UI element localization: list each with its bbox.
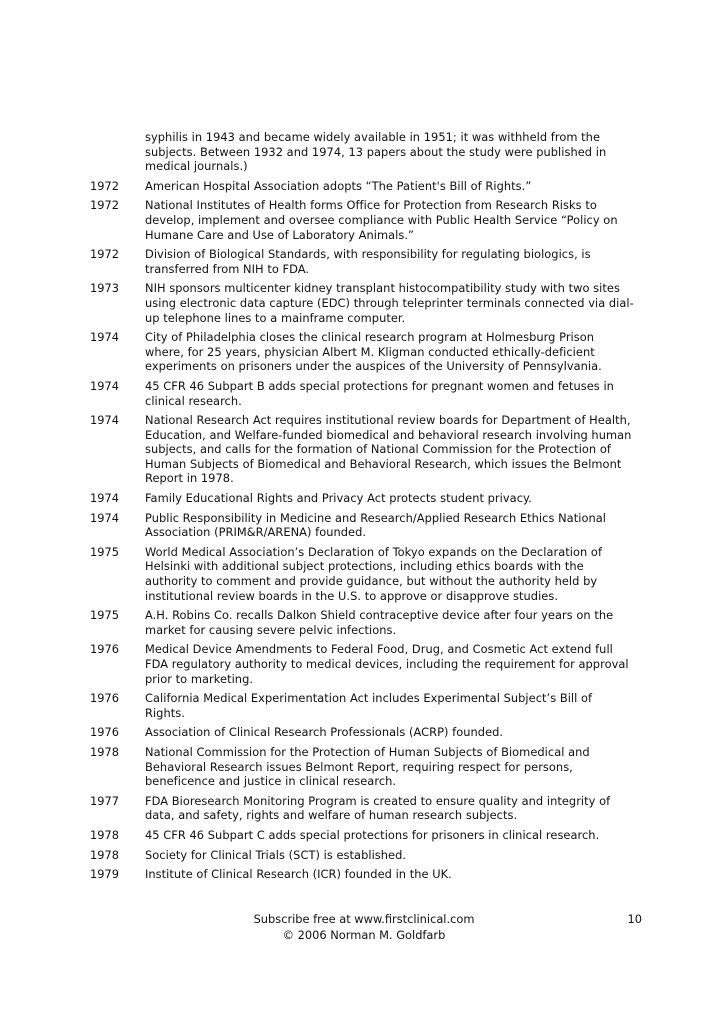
- timeline-entry: [90, 198, 635, 242]
- timeline-year: 1973: [90, 281, 119, 296]
- timeline-entry: [90, 794, 635, 823]
- timeline-entry: [90, 828, 635, 843]
- timeline-year: 1978: [90, 827, 119, 842]
- timeline-entry: [90, 179, 635, 194]
- timeline-entry: [90, 511, 635, 540]
- timeline-text: Division of Biological Standards, with responsibility for regulating biologics, is transferred from NIH to FDA.: [145, 247, 591, 276]
- timeline-year: 1979: [90, 867, 119, 882]
- timeline-text: FDA Bioresearch Monitoring Program is created to ensure quality and integrity of data, and safety, rights and welfare of human research subjects.: [145, 793, 611, 823]
- timeline-text: Society for Clinical Trials (SCT) is established.: [145, 847, 407, 862]
- timeline-year: 1974: [90, 491, 119, 506]
- timeline-year: 1975: [90, 608, 119, 623]
- timeline-year: 1975: [90, 544, 119, 559]
- timeline-entry: [90, 642, 635, 686]
- timeline-text: National Research Act requires institutional review boards for Department of Health, Education, and Welfare-funded biomedical and behavioral research involving human subjects, and calls for the formation of National Commission for the Protection of Human Subjects of Biomedical and Behavioral Research, which issues the Belmont Report in 1978.: [145, 413, 632, 486]
- timeline-text: 45 CFR 46 Subpart C adds special protections for prisoners in clinical research.: [145, 827, 600, 842]
- timeline-entry: [90, 691, 635, 720]
- timeline-year: 1974: [90, 378, 119, 393]
- timeline-entry: [90, 745, 635, 789]
- timeline-continuation: [90, 130, 635, 174]
- timeline-entry: [90, 330, 635, 374]
- timeline-year: 1976: [90, 691, 119, 706]
- timeline-year: 1972: [90, 178, 119, 193]
- timeline-year: 1974: [90, 330, 119, 345]
- timeline-text: National Institutes of Health forms Office for Protection from Research Risks to develop, implement and oversee compliance with Public Health Service “Policy on Humane Care and Use of Laboratory Animals.”: [145, 198, 618, 242]
- timeline-year: 1978: [90, 744, 119, 759]
- timeline-text: Medical Device Amendments to Federal Food, Drug, and Cosmetic Act extend full FDA regulatory authority to medical devices, including the requirement for approval prior to marketing.: [145, 642, 629, 686]
- timeline-text: Family Educational Rights and Privacy Act protects student privacy.: [145, 491, 532, 506]
- timeline-year: 1976: [90, 725, 119, 740]
- timeline-text: NIH sponsors multicenter kidney transplant histocompatibility study with two sites using electronic data capture (EDC) through teleprinter terminals connected via dial-up telephone lines to a mainframe computer.: [145, 281, 634, 325]
- timeline-text: California Medical Experimentation Act includes Experimental Subject’s Bill of Rights.: [145, 691, 593, 720]
- timeline-entry: [90, 491, 635, 506]
- timeline-entry: [90, 725, 635, 740]
- footer-subscribe-link[interactable]: Subscribe free at www.firstclinical.com: [253, 912, 475, 926]
- timeline-year: 1974: [90, 510, 119, 525]
- timeline-text: A.H. Robins Co. recalls Dalkon Shield contraceptive device after four years on the market for causing severe pelvic infections.: [145, 608, 614, 637]
- timeline-entry: [90, 848, 635, 863]
- timeline-year: 1972: [90, 198, 119, 213]
- timeline-entry: [90, 867, 635, 882]
- timeline-text: Public Responsibility in Medicine and Research/Applied Research Ethics National Association (PRIM&R/ARENA) founded.: [145, 510, 606, 540]
- timeline-year: 1976: [90, 642, 119, 657]
- timeline-text: Association of Clinical Research Professionals (ACRP) founded.: [145, 725, 504, 740]
- timeline-entry: [90, 247, 635, 276]
- timeline-text: 45 CFR 46 Subpart B adds special protections for pregnant women and fetuses in clinical research.: [145, 378, 614, 408]
- timeline-text: Institute of Clinical Research (ICR) founded in the UK.: [145, 867, 452, 882]
- timeline-year-empty: [90, 130, 145, 174]
- timeline-year: 1972: [90, 247, 119, 262]
- timeline-text: World Medical Association’s Declaration of Tokyo expands on the Declaration of Helsinki with additional subject protections, including ethics boards with the authority to comment and provide guidance, but without the authority held by institutional review boards in the U.S. to approve or disapprove studies.: [145, 544, 603, 603]
- timeline-entry: [90, 608, 635, 637]
- timeline-year: 1978: [90, 847, 119, 862]
- timeline-year: 1977: [90, 793, 119, 808]
- timeline-text: American Hospital Association adopts “The Patient's Bill of Rights.”: [145, 178, 532, 193]
- timeline-entry: [90, 379, 635, 408]
- timeline-text: City of Philadelphia closes the clinical research program at Holmesburg Prison where, for 25 years, physician Albert M. Kligman conducted ethically-deficient experiments on prisoners under the auspices of the University of Pennsylvania.: [145, 330, 602, 374]
- timeline-entry: [90, 545, 635, 603]
- timeline-year: 1974: [90, 413, 119, 428]
- timeline-entry: [90, 281, 635, 325]
- page-number: 10: [627, 912, 642, 926]
- footer-copyright: © 2006 Norman M. Goldfarb: [282, 928, 446, 942]
- timeline-entry: [90, 413, 635, 486]
- timeline-text: National Commission for the Protection of Human Subjects of Biomedical and Behavioral Research issues Belmont Report, requiring respect for persons, beneficence and justice in clinical research.: [145, 744, 590, 789]
- timeline-list: [90, 130, 635, 887]
- timeline-text: syphilis in 1943 and became widely available in 1951; it was withheld from the subjects. Between 1932 and 1974, 13 papers about the study were published in medical journals.): [145, 130, 607, 174]
